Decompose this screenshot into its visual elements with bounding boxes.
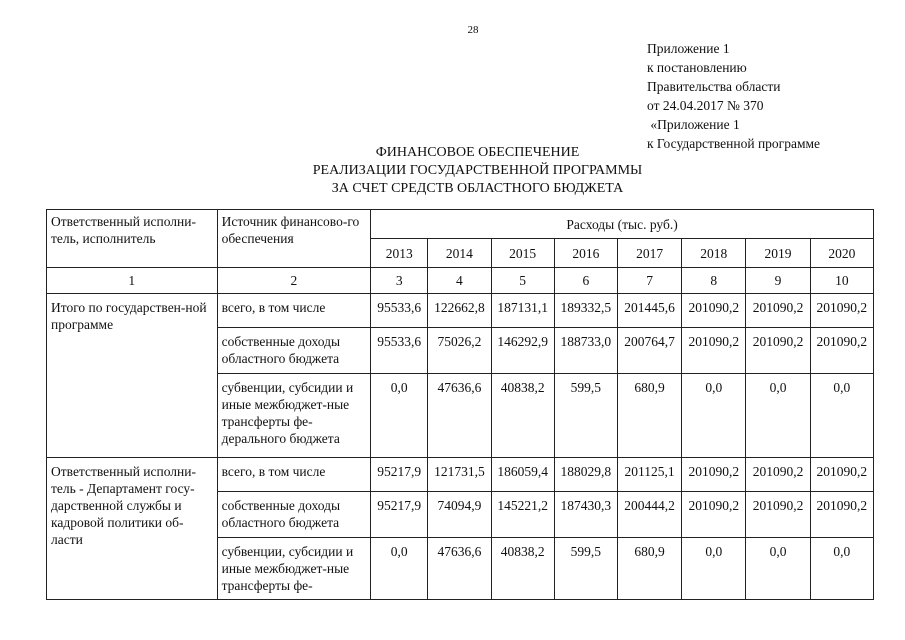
source-cell: собственные доходы областного бюджета [217,328,371,374]
header-year: 2014 [428,239,491,268]
header-responsible: Ответственный исполни-тель, исполнитель [47,210,218,268]
value-cell: 201090,2 [810,328,873,374]
value-cell: 599,5 [554,538,617,600]
value-cell: 40838,2 [491,374,554,458]
value-cell: 189332,5 [554,294,617,328]
value-cell: 0,0 [810,374,873,458]
header-source: Источник финансово-го обеспечения [217,210,371,268]
column-number: 4 [428,268,491,294]
value-cell: 201090,2 [810,294,873,328]
appendix-line: от 24.04.2017 № 370 [647,98,764,113]
column-number: 1 [47,268,218,294]
source-cell: всего, в том числе [217,458,371,492]
value-cell: 40838,2 [491,538,554,600]
value-cell: 0,0 [746,538,810,600]
table-row [47,458,874,492]
value-cell: 201090,2 [682,458,746,492]
header-year: 2017 [617,239,681,268]
value-cell: 201445,6 [617,294,681,328]
column-number: 7 [617,268,681,294]
responsible-cell: Итого по государствен-ной программе [47,294,218,458]
title-line: ФИНАНСОВОЕ ОБЕСПЕЧЕНИЕ [375,145,580,160]
column-number: 2 [217,268,371,294]
value-cell: 200764,7 [617,328,681,374]
financing-table [46,209,874,600]
value-cell: 188733,0 [554,328,617,374]
value-cell: 0,0 [371,538,428,600]
header-year: 2015 [491,239,554,268]
appendix-reference [647,39,897,153]
value-cell: 122662,8 [428,294,491,328]
document-title [220,144,735,198]
value-cell: 47636,6 [428,374,491,458]
value-cell: 188029,8 [554,458,617,492]
value-cell: 0,0 [682,538,746,600]
header-year: 2020 [810,239,873,268]
column-number: 10 [810,268,873,294]
header-expenses: Расходы (тыс. руб.) [371,210,874,239]
title-line: ЗА СЧЕТ СРЕДСТВ ОБЛАСТНОГО БЮДЖЕТА [331,181,624,196]
header-year: 2019 [746,239,810,268]
header-year: 2016 [554,239,617,268]
value-cell: 201090,2 [810,458,873,492]
value-cell: 201090,2 [746,492,810,538]
value-cell: 201090,2 [810,492,873,538]
page-number: 28 [467,24,479,36]
appendix-line: к постановлению [647,60,747,75]
value-cell: 680,9 [617,374,681,458]
value-cell: 200444,2 [617,492,681,538]
value-cell: 47636,6 [428,538,491,600]
source-cell: собственные доходы областного бюджета [217,492,371,538]
column-number: 6 [554,268,617,294]
value-cell: 201090,2 [746,328,810,374]
value-cell: 0,0 [746,374,810,458]
value-cell: 121731,5 [428,458,491,492]
value-cell: 187131,1 [491,294,554,328]
header-year: 2013 [371,239,428,268]
value-cell: 201090,2 [682,492,746,538]
responsible-cell: Ответственный исполни-тель - Департамент госу-дарственной службы и кадровой политики об-ласти [47,458,218,600]
value-cell: 201090,2 [746,458,810,492]
appendix-line: «Приложение 1 [647,117,740,132]
column-number: 5 [491,268,554,294]
value-cell: 75026,2 [428,328,491,374]
value-cell: 0,0 [371,374,428,458]
value-cell: 146292,9 [491,328,554,374]
value-cell: 201125,1 [617,458,681,492]
value-cell: 187430,3 [554,492,617,538]
source-cell: всего, в том числе [217,294,371,328]
value-cell: 186059,4 [491,458,554,492]
value-cell: 95217,9 [371,458,428,492]
column-number: 8 [682,268,746,294]
appendix-line: к Государственной программе [647,136,821,151]
column-number: 9 [746,268,810,294]
value-cell: 74094,9 [428,492,491,538]
value-cell: 145221,2 [491,492,554,538]
value-cell: 95533,6 [371,294,428,328]
source-cell: субвенции, субсидии и иные межбюджет-ные трансферты фе- [217,538,371,600]
column-number: 3 [371,268,428,294]
value-cell: 95217,9 [371,492,428,538]
value-cell: 0,0 [682,374,746,458]
header-year: 2018 [682,239,746,268]
value-cell: 201090,2 [682,294,746,328]
appendix-line: Правительства области [647,79,781,94]
value-cell: 599,5 [554,374,617,458]
appendix-line: Приложение 1 [647,41,730,56]
value-cell: 201090,2 [746,294,810,328]
value-cell: 95533,6 [371,328,428,374]
value-cell: 680,9 [617,538,681,600]
table-row [47,294,874,328]
value-cell: 0,0 [810,538,873,600]
title-line: РЕАЛИЗАЦИИ ГОСУДАРСТВЕННОЙ ПРОГРАММЫ [312,163,643,178]
source-cell: субвенции, субсидии и иные межбюджет-ные трансферты фе-дерального бюджета [217,374,371,458]
value-cell: 201090,2 [682,328,746,374]
